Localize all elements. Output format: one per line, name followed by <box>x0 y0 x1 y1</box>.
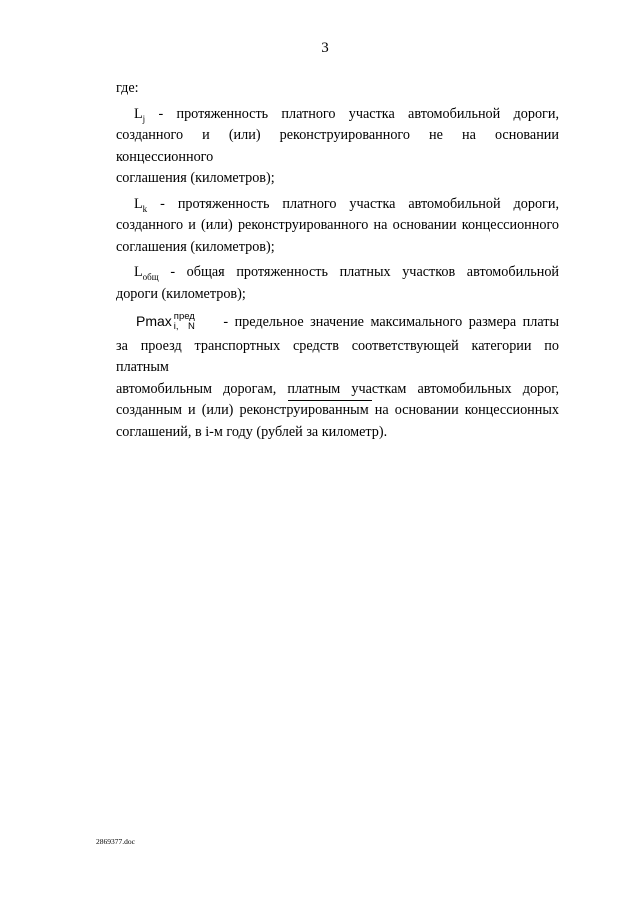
definition-pmax-line2: за проезд транспортных средств соответствующей категории по платным <box>116 337 559 375</box>
definition-pmax-line3: автомобильным дорогам, платным участкам автомобильных дорог, <box>116 380 559 397</box>
definition-ltotal-line2: дороги (километров); <box>116 285 246 302</box>
definition-lk-line1 <box>116 194 559 216</box>
definition-lj-line1 <box>116 104 559 126</box>
definition-lk-line2: созданного и (или) реконструированного на основании концессионного <box>116 217 559 233</box>
file-name-footer: 2869377.doc <box>96 837 135 846</box>
formula-pmax: Pmax пред i, N <box>136 311 195 333</box>
section-divider <box>288 400 372 401</box>
definition-pmax-line5: соглашений, в i-м году (рублей за километр). <box>116 423 388 440</box>
definition-ltotal-line1 <box>116 262 559 284</box>
definition-lk-text: - протяженность платного участка автомобильной дороги, <box>160 195 559 212</box>
definition-lj-text: - протяженность платного участка автомобильной дороги, <box>158 105 559 122</box>
definition-pmax-line1 <box>116 311 559 334</box>
body-text <box>116 78 559 443</box>
definition-lk-line3: соглашения (километров); <box>116 238 275 255</box>
definition-lj-line3: соглашения (километров); <box>116 170 275 186</box>
symbol-lk: $L_k$ <box>134 195 148 214</box>
definition-pmax-line4: созданным и (или) реконструированным на основании концессионных <box>116 402 559 418</box>
symbol-ltotal: $L_{общ}$ <box>134 264 159 282</box>
symbol-lj: $L_j$ <box>134 105 146 124</box>
definition-ltotal-text: - общая протяженность платных участков автомобильной <box>170 264 559 280</box>
intro-label: где: <box>116 80 139 96</box>
page-number: 3 <box>321 40 329 56</box>
definition-pmax-text: - предельное значение максимального размера платы <box>223 314 559 330</box>
definition-lj-line2: созданного и (или) реконструированного не на основании концессионного <box>116 127 559 165</box>
